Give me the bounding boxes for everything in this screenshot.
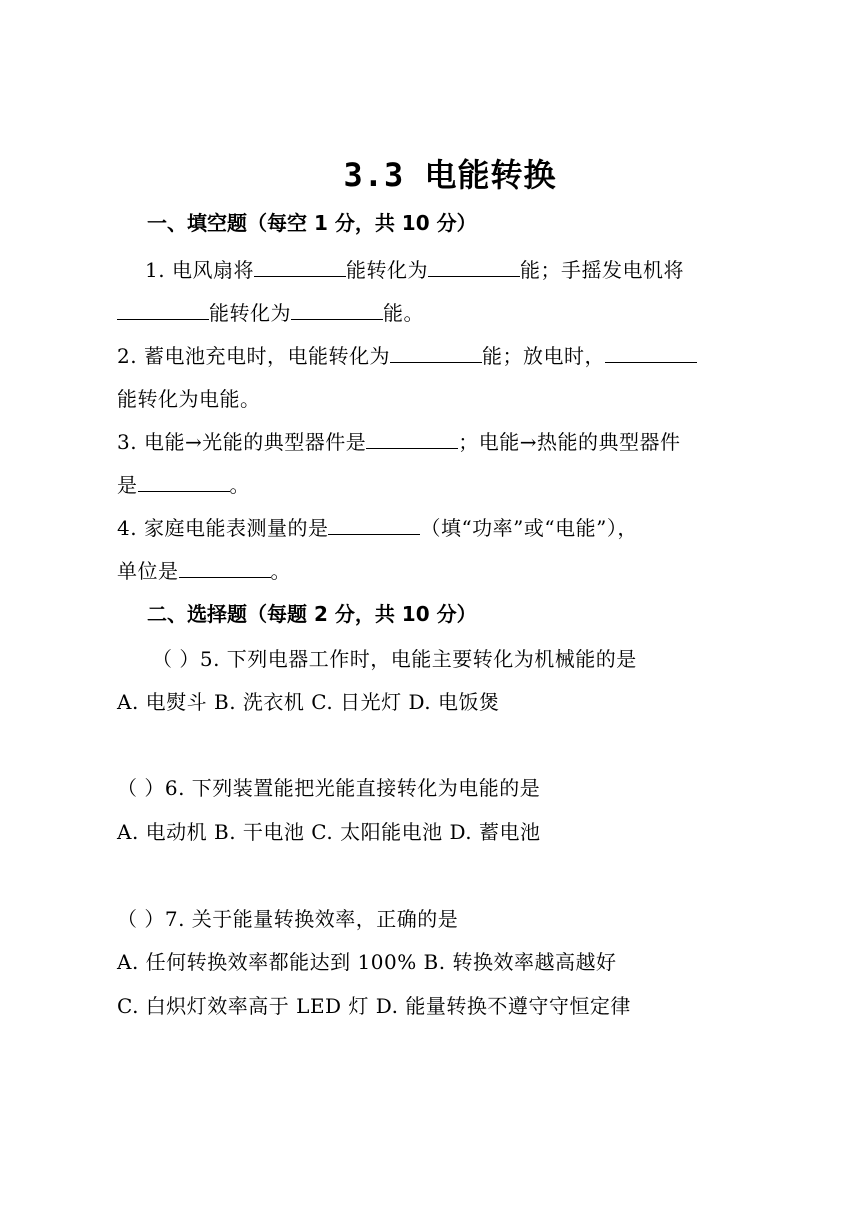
answer-blank[interactable] bbox=[291, 301, 383, 320]
question-text: 2. 蓄电池充电时，电能转化为 bbox=[117, 344, 390, 368]
question-text: 能转化为电能。 bbox=[117, 387, 261, 411]
question-1-line-1 bbox=[145, 254, 684, 283]
question-4-line-2 bbox=[117, 555, 291, 584]
question-text: 能；手摇发电机将 bbox=[519, 258, 684, 282]
answer-blank[interactable] bbox=[328, 516, 420, 535]
question-3-line-1 bbox=[117, 426, 680, 455]
question-6-options: A. 电动机 B. 干电池 C. 太阳能电池 D. 蓄电池 bbox=[117, 820, 541, 844]
answer-blank[interactable] bbox=[138, 473, 230, 492]
section-heading-fill-in: 一、填空题（每空 1 分，共 10 分） bbox=[147, 211, 477, 235]
answer-blank[interactable] bbox=[179, 559, 271, 578]
question-6-stem: （ ）6. 下列装置能把光能直接转化为电能的是 bbox=[117, 776, 541, 800]
question-text: 能转化为 bbox=[345, 258, 428, 282]
question-text: 能转化为 bbox=[209, 301, 291, 325]
answer-blank[interactable] bbox=[390, 344, 482, 363]
answer-blank[interactable] bbox=[605, 344, 697, 363]
question-text: ；电能→热能的典型器件 bbox=[458, 430, 681, 454]
question-1-line-2 bbox=[117, 297, 424, 326]
question-text: 4. 家庭电能表测量的是 bbox=[117, 516, 329, 540]
question-2-line-1 bbox=[117, 340, 697, 369]
answer-blank[interactable] bbox=[428, 258, 520, 277]
section-heading-multiple-choice: 二、选择题（每题 2 分，共 10 分） bbox=[147, 602, 477, 626]
question-5-options: A. 电熨斗 B. 洗衣机 C. 日光灯 D. 电饭煲 bbox=[117, 690, 500, 714]
question-text: 能；放电时， bbox=[481, 344, 605, 368]
question-text: 单位是 bbox=[117, 559, 179, 583]
question-7-stem: （ ）7. 关于能量转换效率，正确的是 bbox=[117, 907, 459, 931]
question-4-line-1 bbox=[117, 512, 638, 541]
question-2-line-2 bbox=[117, 383, 261, 412]
answer-blank[interactable] bbox=[366, 430, 458, 449]
question-text: 是 bbox=[117, 473, 138, 497]
question-text: （填“功率”或“电能”）， bbox=[420, 516, 638, 540]
question-text: 。 bbox=[229, 473, 250, 497]
question-7-options-line-1: A. 任何转换效率都能达到 100% B. 转换效率越高越好 bbox=[117, 950, 617, 974]
question-text: 。 bbox=[270, 559, 291, 583]
question-7-options-line-2: C. 白炽灯效率高于 LED 灯 D. 能量转换不遵守守恒定律 bbox=[117, 994, 631, 1018]
question-text: 1. 电风扇将 bbox=[145, 258, 254, 282]
page-title: 3.3 电能转换 bbox=[343, 156, 557, 194]
question-5-stem: （ ）5. 下列电器工作时，电能主要转化为机械能的是 bbox=[152, 647, 637, 671]
question-text: 能。 bbox=[383, 301, 424, 325]
question-3-line-2 bbox=[117, 469, 250, 498]
answer-blank[interactable] bbox=[254, 258, 346, 277]
answer-blank[interactable] bbox=[117, 301, 209, 320]
question-text: 3. 电能→光能的典型器件是 bbox=[117, 430, 367, 454]
